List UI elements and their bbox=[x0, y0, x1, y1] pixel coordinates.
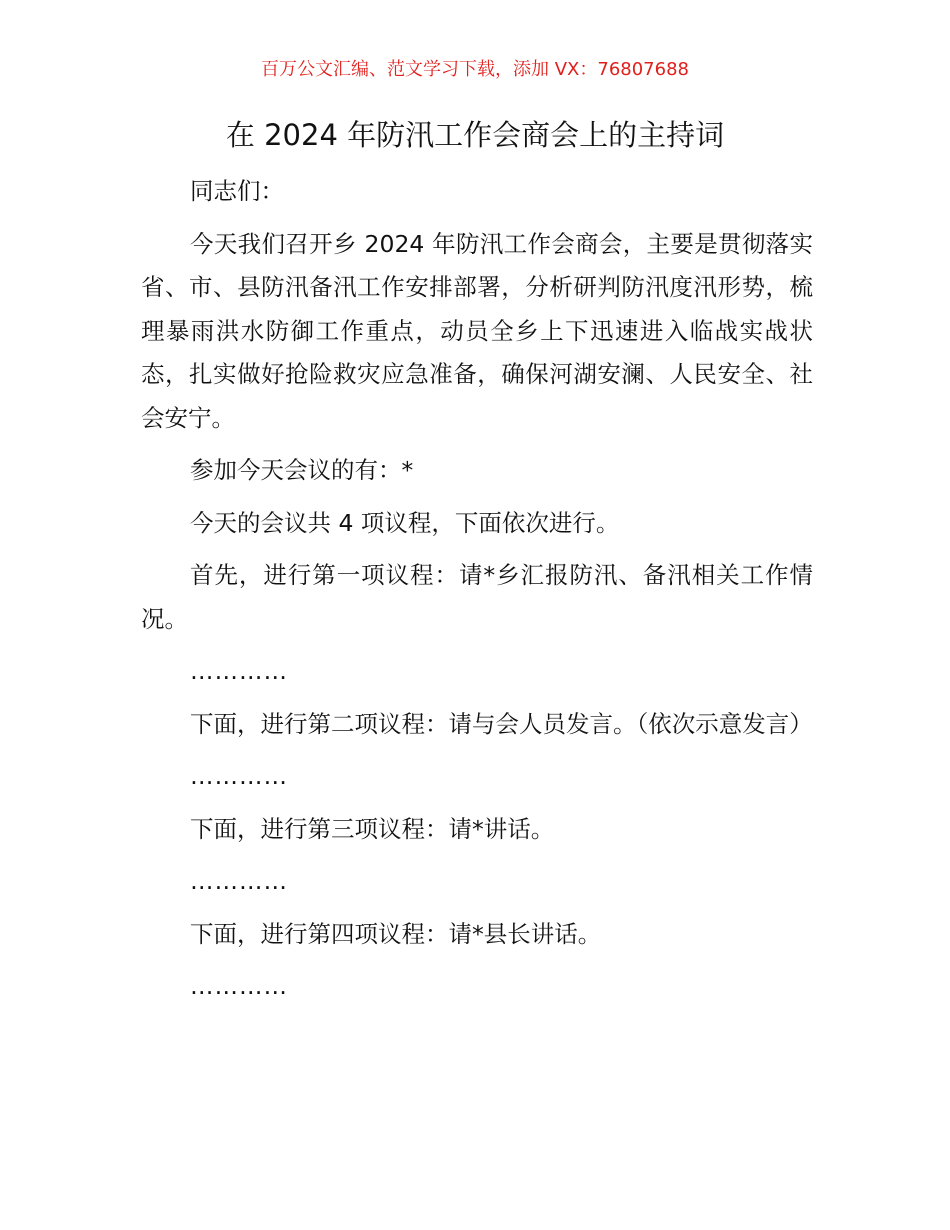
paragraph-agenda-item-4: 下面，进行第四项议程：请*县长讲话。 bbox=[190, 919, 602, 948]
paragraph-agenda-count: 今天的会议共 4 项议程，下面依次进行。 bbox=[190, 508, 620, 537]
paragraph-agenda-item-3: 下面，进行第三项议程：请*讲话。 bbox=[190, 814, 555, 843]
paragraph-ellipsis: ………… bbox=[190, 657, 288, 685]
paragraph-intro: 今天我们召开乡 2024 年防汛工作会商会，主要是贯彻落实省、市、县防汛备汛工作安排部署，分析研判防汛度汛形势，梳理暴雨洪水防御工作重点，动员全乡上下迅速进入临战实战状态，扎实做好抢险救灾应急准备，确保河湖安澜、人民安全、社会安宁。 bbox=[141, 229, 813, 432]
document-title: 在 2024 年防汛工作会商会上的主持词 bbox=[225, 118, 725, 152]
paragraph-ellipsis: ………… bbox=[190, 972, 288, 1000]
paragraph-ellipsis: ………… bbox=[190, 762, 288, 790]
header-watermark-text: 百万公文汇编、范文学习下载，添加 VX：76807688 bbox=[261, 59, 689, 80]
paragraph-ellipsis: ………… bbox=[190, 867, 288, 895]
paragraph-attendees: 参加今天会议的有：* bbox=[190, 456, 414, 484]
paragraph-agenda-item-1: 首先，进行第一项议程：请*乡汇报防汛、备汛相关工作情况。 bbox=[141, 561, 813, 633]
paragraph-agenda-item-2: 下面，进行第二项议程：请与会人员发言。（依次示意发言） bbox=[190, 709, 813, 738]
document-body bbox=[141, 170, 813, 1018]
paragraph-salutation: 同志们： bbox=[190, 177, 284, 205]
